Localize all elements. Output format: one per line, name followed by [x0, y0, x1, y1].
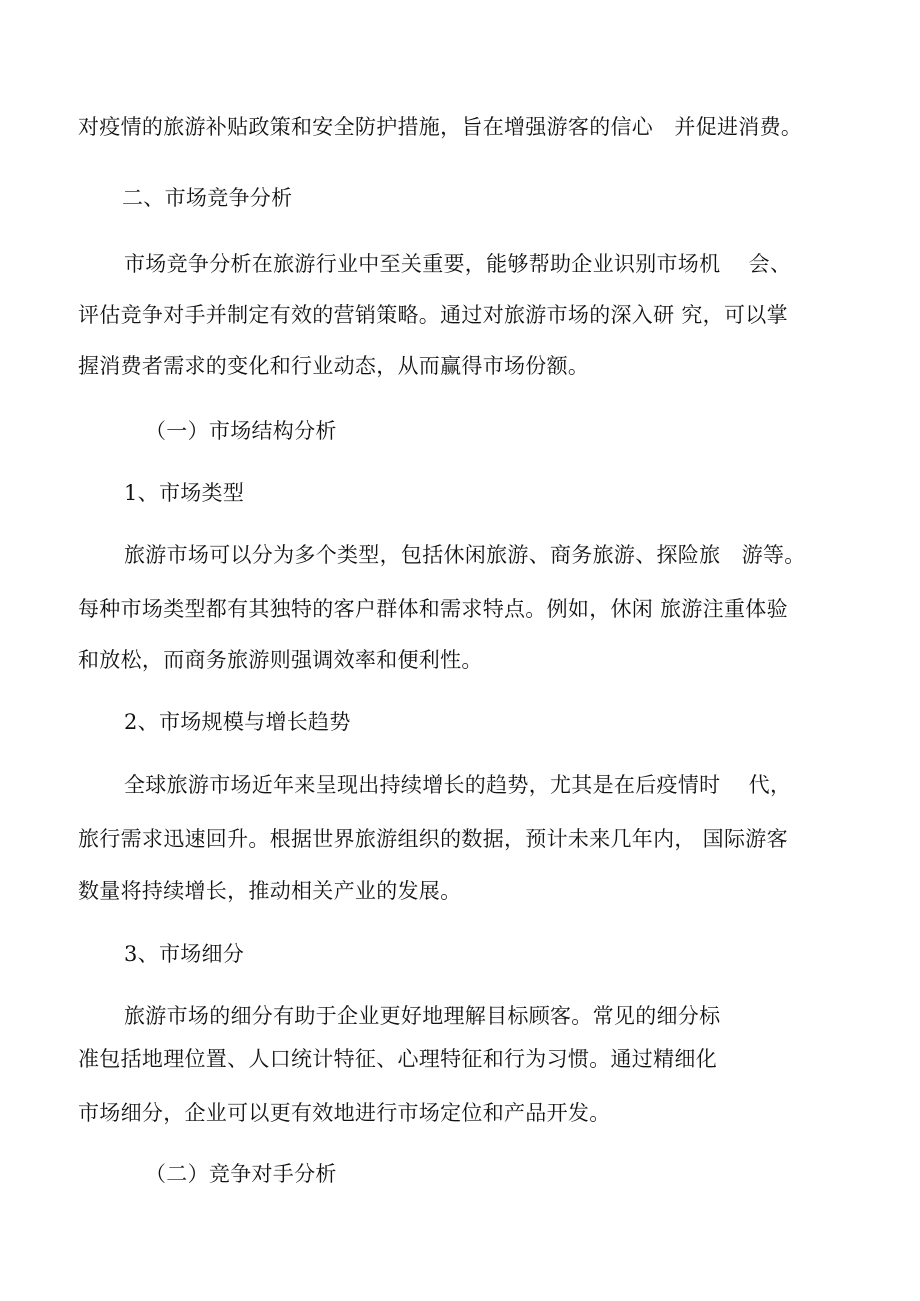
- paragraph-line: 旅游市场可以分为多个类型，包括休闲旅游、商务旅游、探险旅 游等。: [124, 543, 806, 567]
- paragraph-line: 旅游市场的细分有助于企业更好地理解目标顾客。常见的细分标: [124, 1004, 721, 1028]
- paragraph-line: 准包括地理位置、人口统计特征、心理特征和行为习惯。通过精细化: [78, 1047, 717, 1071]
- paragraph-line: 握消费者需求的变化和行业动态，从而赢得市场份额。: [78, 354, 590, 378]
- section-two-heading: 二、市场竞争分析: [122, 186, 293, 210]
- paragraph-line: 市场竞争分析在旅游行业中至关重要，能够帮助企业识别市场机 会、: [124, 252, 792, 276]
- paragraph-line: 评估竞争对手并制定有效的营销策略。通过对旅游市场的深入研 究，可以掌: [78, 303, 788, 327]
- item-three-heading: 3、市场细分: [124, 942, 245, 966]
- paragraph-line: 全球旅游市场近年来呈现出持续增长的趋势，尤其是在后疫情时 代，: [124, 773, 792, 797]
- subsection-one-heading: （一）市场结构分析: [145, 419, 337, 443]
- paragraph-line: 市场细分，企业可以更有效地进行市场定位和产品开发。: [78, 1101, 611, 1125]
- paragraph-line: 旅行需求迅速回升。根据世界旅游组织的数据，预计未来几年内， 国际游客: [78, 827, 788, 851]
- item-two-heading: 2、市场规模与增长趋势: [124, 710, 351, 734]
- paragraph-line: 和放松，而商务旅游则强调效率和便利性。: [78, 648, 483, 672]
- intro-line: 对疫情的旅游补贴政策和安全防护措施，旨在增强游客的信心 并促进消费。: [78, 115, 803, 139]
- subsection-two-heading: （二）竞争对手分析: [145, 1162, 337, 1186]
- item-one-heading: 1、市场类型: [124, 481, 245, 505]
- paragraph-line: 数量将持续增长，推动相关产业的发展。: [78, 879, 462, 903]
- paragraph-line: 每种市场类型都有其独特的客户群体和需求特点。例如，休闲 旅游注重体验: [78, 597, 788, 621]
